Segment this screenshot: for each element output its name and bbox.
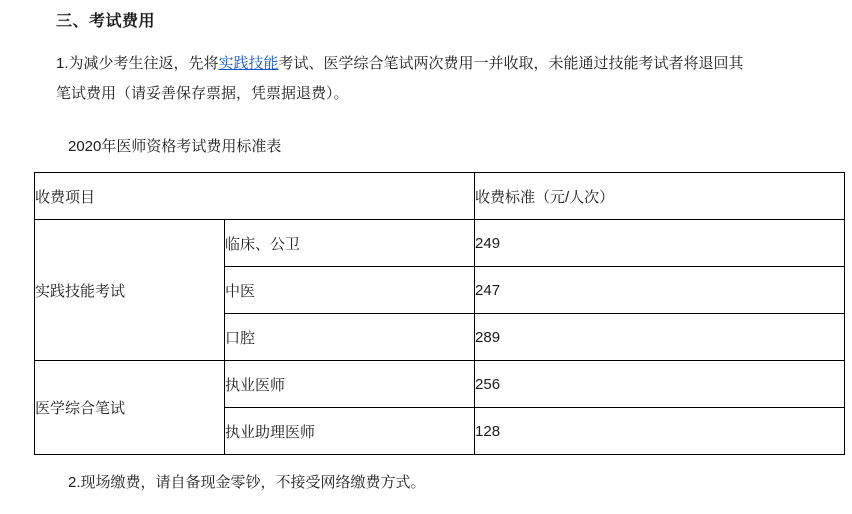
- row-item: 执业医师: [225, 361, 475, 408]
- table-caption: 2020年医师资格考试费用标准表: [68, 138, 282, 155]
- table-row: [35, 361, 845, 408]
- group-label-written-exam: 医学综合笔试: [35, 361, 225, 455]
- bottom-note: 2.现场缴费，请自备现金零钞，不接受网络缴费方式。: [68, 474, 426, 491]
- fee-standard-table: [34, 172, 845, 455]
- row-item: 口腔: [225, 314, 475, 361]
- header-cell-fee: 收费标准（元/人次）: [475, 173, 845, 220]
- row-item: 临床、公卫: [225, 220, 475, 267]
- table-header-row: [35, 173, 845, 220]
- row-item: 执业助理医师: [225, 408, 475, 455]
- section-heading: 三、考试费用: [56, 13, 156, 30]
- row-fee: 289: [475, 314, 845, 361]
- row-fee: 249: [475, 220, 845, 267]
- document-page: [0, 8, 852, 514]
- paragraph-fee-collection: [56, 49, 756, 109]
- row-fee: 256: [475, 361, 845, 408]
- group-label-practical-skills[interactable]: 实践技能考试: [35, 220, 225, 361]
- header-cell-item: 收费项目: [35, 173, 475, 220]
- row-fee: 128: [475, 408, 845, 455]
- practical-skills-link[interactable]: 实践技能: [218, 55, 279, 72]
- row-item: 中医: [225, 267, 475, 314]
- table-row: [35, 220, 845, 267]
- row-fee: 247: [475, 267, 845, 314]
- paragraph-text-before-link: 1.为减少考生往返，先将: [56, 55, 219, 72]
- paragraph-text-after-link: 考试、医学综合笔试两次费用一并收取，未能通过技能考试者将退回其笔试费用（请妥善保存票据，凭票据退费）。: [56, 55, 744, 102]
